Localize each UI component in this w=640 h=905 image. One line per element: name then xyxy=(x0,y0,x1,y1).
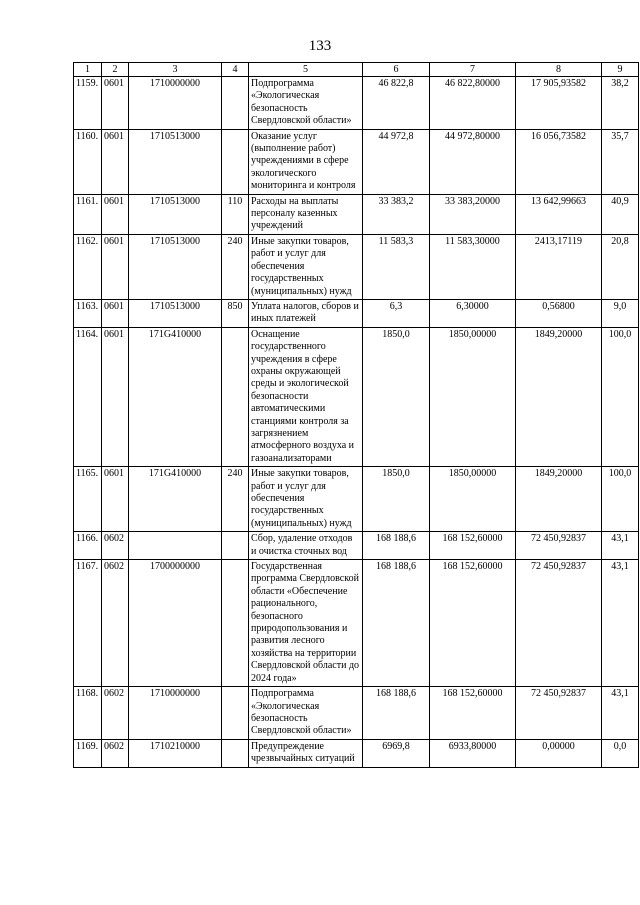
section-code: 0601 xyxy=(102,327,129,466)
target-code: 1700000000 xyxy=(129,560,222,687)
table-row xyxy=(74,532,639,560)
executed-amount: 0,56800 xyxy=(516,299,602,327)
table-row xyxy=(74,739,639,767)
section-code: 0601 xyxy=(102,467,129,532)
item-name: Подпрограмма «Экологическая безопасность Свердловской области» xyxy=(249,687,363,740)
section-code: 0602 xyxy=(102,739,129,767)
expense-type-code xyxy=(222,687,249,740)
approved-amount: 1850,00000 xyxy=(430,467,516,532)
executed-amount: 72 450,92837 xyxy=(516,532,602,560)
row-number: 1161. xyxy=(74,194,102,234)
row-number: 1166. xyxy=(74,532,102,560)
plan-amount: 33 383,2 xyxy=(363,194,430,234)
column-header: 6 xyxy=(363,63,430,77)
expense-type-code: 850 xyxy=(222,299,249,327)
execution-percent: 100,0 xyxy=(602,327,639,466)
table-row xyxy=(74,327,639,466)
approved-amount: 168 152,60000 xyxy=(430,687,516,740)
section-code: 0602 xyxy=(102,687,129,740)
approved-amount: 11 583,30000 xyxy=(430,234,516,299)
approved-amount: 168 152,60000 xyxy=(430,560,516,687)
section-code: 0601 xyxy=(102,77,129,130)
column-header: 1 xyxy=(74,63,102,77)
executed-amount: 72 450,92837 xyxy=(516,687,602,740)
expense-type-code xyxy=(222,739,249,767)
item-name: Сбор, удаление отходов и очистка сточных вод xyxy=(249,532,363,560)
target-code xyxy=(129,532,222,560)
execution-percent: 38,2 xyxy=(602,77,639,130)
execution-percent: 9,0 xyxy=(602,299,639,327)
item-name: Оказание услуг (выполнение работ) учреждениями в сфере экологического мониторинга и контроля xyxy=(249,129,363,194)
row-number: 1164. xyxy=(74,327,102,466)
section-code: 0601 xyxy=(102,234,129,299)
column-header: 2 xyxy=(102,63,129,77)
plan-amount: 168 188,6 xyxy=(363,687,430,740)
page-number: 133 xyxy=(308,38,332,54)
approved-amount: 33 383,20000 xyxy=(430,194,516,234)
expense-type-code: 240 xyxy=(222,234,249,299)
table-body xyxy=(74,77,639,768)
plan-amount: 6969,8 xyxy=(363,739,430,767)
row-number: 1162. xyxy=(74,234,102,299)
executed-amount: 13 642,99663 xyxy=(516,194,602,234)
target-code: 1710513000 xyxy=(129,234,222,299)
executed-amount: 0,00000 xyxy=(516,739,602,767)
item-name: Иные закупки товаров, работ и услуг для обеспечения государственных (муниципальных) нужд xyxy=(249,234,363,299)
expense-type-code: 240 xyxy=(222,467,249,532)
column-header: 4 xyxy=(222,63,249,77)
plan-amount: 1850,0 xyxy=(363,327,430,466)
expense-type-code xyxy=(222,532,249,560)
plan-amount: 44 972,8 xyxy=(363,129,430,194)
budget-table xyxy=(73,62,639,768)
table-row xyxy=(74,467,639,532)
expense-type-code xyxy=(222,327,249,466)
table-row xyxy=(74,299,639,327)
item-name: Предупреждение чрезвычайных ситуаций xyxy=(249,739,363,767)
item-name: Подпрограмма «Экологическая безопасность Свердловской области» xyxy=(249,77,363,130)
executed-amount: 1849,20000 xyxy=(516,327,602,466)
target-code: 1710513000 xyxy=(129,299,222,327)
row-number: 1168. xyxy=(74,687,102,740)
execution-percent: 43,1 xyxy=(602,687,639,740)
execution-percent: 43,1 xyxy=(602,532,639,560)
approved-amount: 168 152,60000 xyxy=(430,532,516,560)
approved-amount: 6,30000 xyxy=(430,299,516,327)
row-number: 1167. xyxy=(74,560,102,687)
section-code: 0601 xyxy=(102,194,129,234)
expense-type-code: 110 xyxy=(222,194,249,234)
row-number: 1160. xyxy=(74,129,102,194)
column-header: 5 xyxy=(249,63,363,77)
target-code: 1710513000 xyxy=(129,129,222,194)
item-name: Оснащение государственного учреждения в сфере охраны окружающей среды и экологической безопасности автоматическими станциями контроля за загрязнением атмосферного воздуха и газоанализаторами xyxy=(249,327,363,466)
table-row xyxy=(74,687,639,740)
plan-amount: 46 822,8 xyxy=(363,77,430,130)
table-row xyxy=(74,560,639,687)
approved-amount: 46 822,80000 xyxy=(430,77,516,130)
table-row xyxy=(74,194,639,234)
row-number: 1159. xyxy=(74,77,102,130)
executed-amount: 16 056,73582 xyxy=(516,129,602,194)
execution-percent: 35,7 xyxy=(602,129,639,194)
section-code: 0602 xyxy=(102,532,129,560)
column-header: 9 xyxy=(602,63,639,77)
section-code: 0601 xyxy=(102,129,129,194)
target-code: 171G410000 xyxy=(129,327,222,466)
plan-amount: 6,3 xyxy=(363,299,430,327)
column-header: 3 xyxy=(129,63,222,77)
table-row xyxy=(74,129,639,194)
plan-amount: 1850,0 xyxy=(363,467,430,532)
row-number: 1163. xyxy=(74,299,102,327)
item-name: Иные закупки товаров, работ и услуг для обеспечения государственных (муниципальных) нужд xyxy=(249,467,363,532)
row-number: 1169. xyxy=(74,739,102,767)
execution-percent: 40,9 xyxy=(602,194,639,234)
plan-amount: 168 188,6 xyxy=(363,532,430,560)
expense-type-code xyxy=(222,560,249,687)
header-row xyxy=(74,63,639,77)
executed-amount: 72 450,92837 xyxy=(516,560,602,687)
target-code: 1710210000 xyxy=(129,739,222,767)
column-header: 7 xyxy=(430,63,516,77)
plan-amount: 11 583,3 xyxy=(363,234,430,299)
target-code: 1710513000 xyxy=(129,194,222,234)
item-name: Уплата налогов, сборов и иных платежей xyxy=(249,299,363,327)
executed-amount: 1849,20000 xyxy=(516,467,602,532)
executed-amount: 17 905,93582 xyxy=(516,77,602,130)
execution-percent: 0,0 xyxy=(602,739,639,767)
approved-amount: 44 972,80000 xyxy=(430,129,516,194)
section-code: 0601 xyxy=(102,299,129,327)
executed-amount: 2413,17119 xyxy=(516,234,602,299)
row-number: 1165. xyxy=(74,467,102,532)
plan-amount: 168 188,6 xyxy=(363,560,430,687)
target-code: 1710000000 xyxy=(129,77,222,130)
item-name: Государственная программа Свердловской области «Обеспечение рационального, безопасного природопользования и развития лесного хозяйства на территории Свердловской области до 2024 года» xyxy=(249,560,363,687)
expense-type-code xyxy=(222,129,249,194)
execution-percent: 43,1 xyxy=(602,560,639,687)
table-row xyxy=(74,77,639,130)
column-header: 8 xyxy=(516,63,602,77)
approved-amount: 1850,00000 xyxy=(430,327,516,466)
section-code: 0602 xyxy=(102,560,129,687)
execution-percent: 100,0 xyxy=(602,467,639,532)
table-row xyxy=(74,234,639,299)
expense-type-code xyxy=(222,77,249,130)
target-code: 171G410000 xyxy=(129,467,222,532)
item-name: Расходы на выплаты персоналу казенных учреждений xyxy=(249,194,363,234)
approved-amount: 6933,80000 xyxy=(430,739,516,767)
target-code: 1710000000 xyxy=(129,687,222,740)
execution-percent: 20,8 xyxy=(602,234,639,299)
